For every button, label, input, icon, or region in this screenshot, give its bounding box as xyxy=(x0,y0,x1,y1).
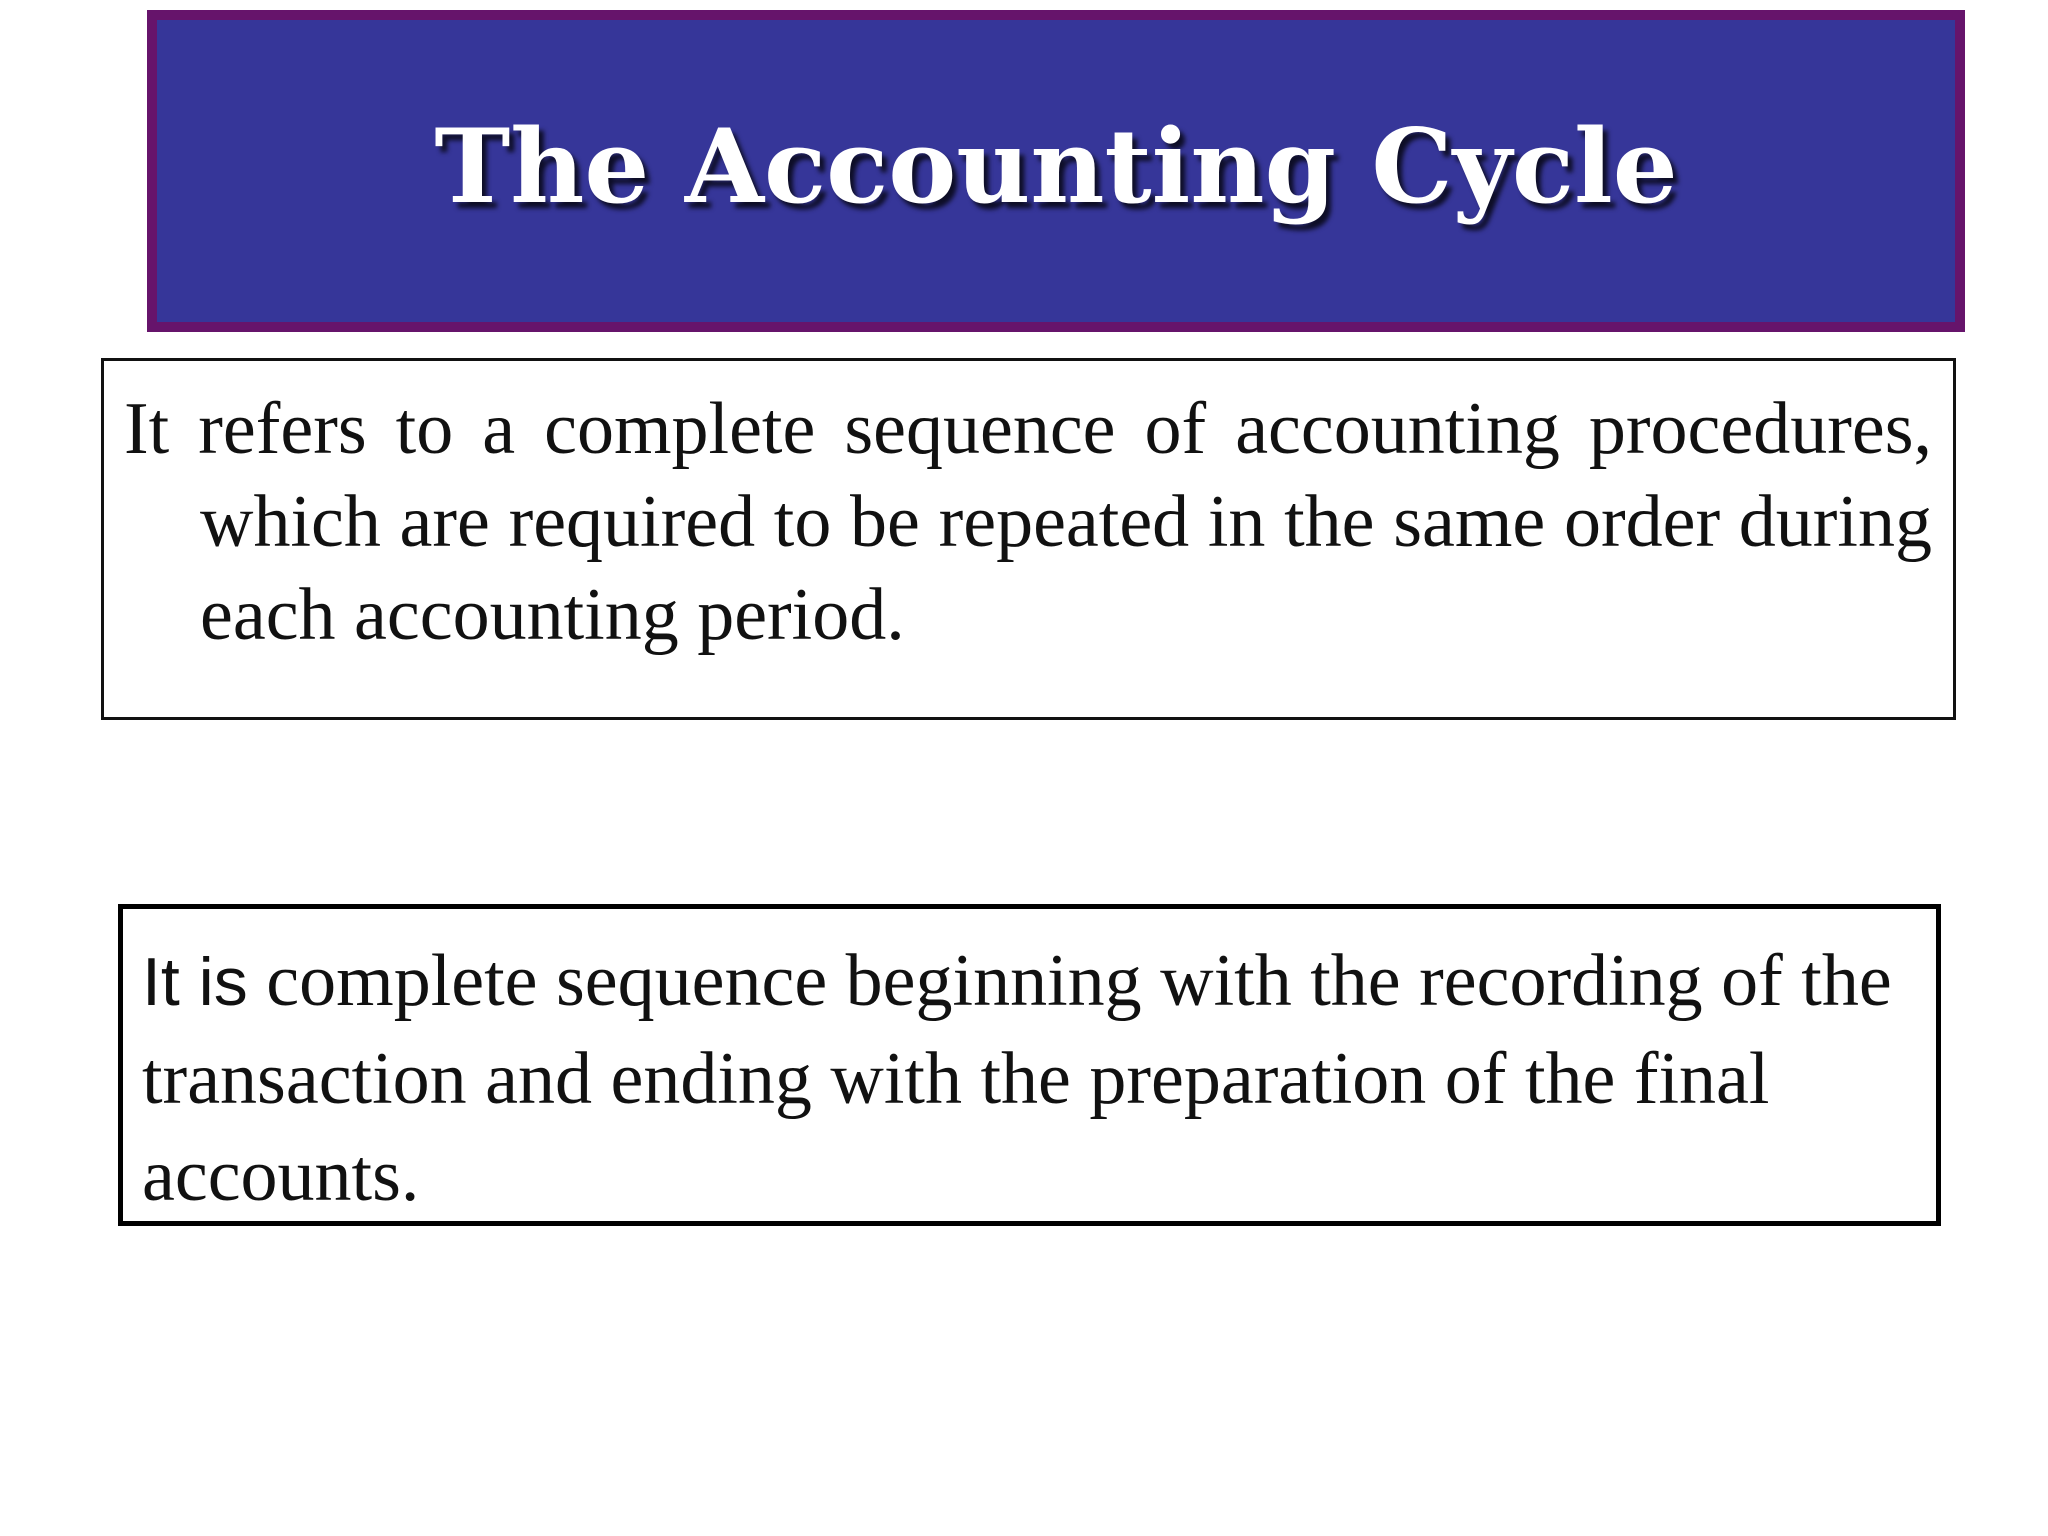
definition-text-two: complete sequence beginning with the recording of the transaction and ending with the preparation of the final accounts. xyxy=(142,940,1892,1217)
title-banner xyxy=(147,10,1965,332)
definition-lead-text: It is xyxy=(142,944,248,1020)
definition-box-one xyxy=(101,358,1956,720)
definition-paragraph-two xyxy=(142,933,1922,1225)
slide-title: The Accounting Cycle xyxy=(434,107,1678,227)
definition-box-two xyxy=(118,904,1941,1226)
definition-text-one: It refers to a complete sequence of accounting procedures, which are required to be repeated in the same order during each accounting period. xyxy=(124,388,1932,656)
